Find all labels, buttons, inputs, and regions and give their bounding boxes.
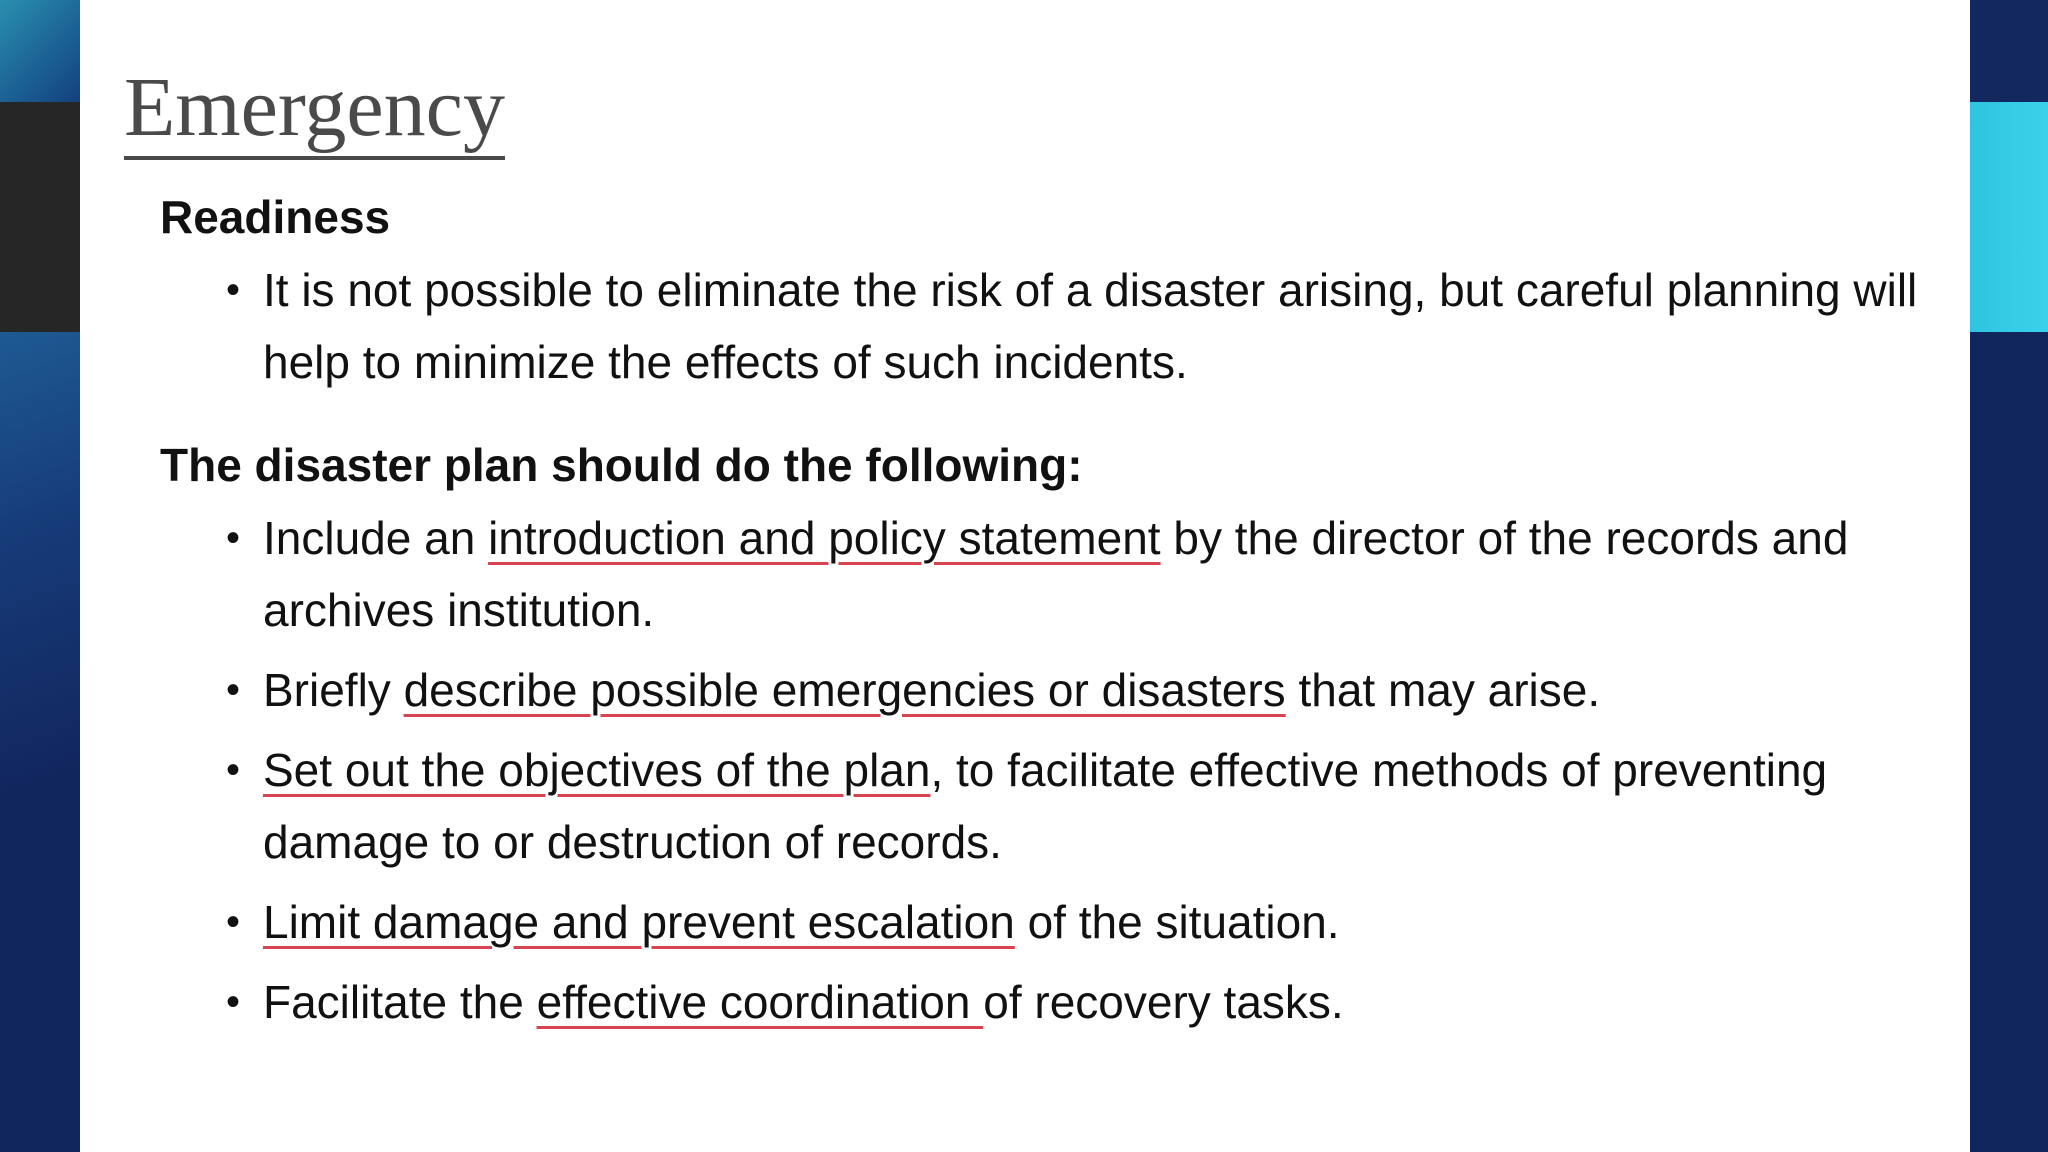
bullet-text-before: Include an — [263, 512, 489, 564]
bullet-icon: • — [226, 668, 241, 712]
bullet-icon: • — [226, 748, 241, 792]
slide-panel — [80, 0, 1970, 1152]
background-decoration-right-bottom — [1970, 332, 2048, 1152]
bullet-icon: • — [226, 516, 241, 560]
section-heading-disaster-plan: The disaster plan should do the following: — [160, 439, 1083, 491]
slide-title: Emergency — [124, 66, 505, 160]
underlined-phrase: introduction and policy statement — [488, 512, 1161, 564]
list-item — [160, 966, 1940, 1038]
underlined-phrase: Set out the objectives of the plan — [263, 744, 931, 796]
bullet-icon: • — [226, 268, 241, 312]
background-decoration-left-bottom — [0, 332, 80, 1152]
background-decoration-right-top — [1970, 0, 2048, 102]
list-item — [160, 886, 1940, 958]
background-decoration-left-top — [0, 0, 80, 102]
bullet-text-before: Facilitate the — [263, 976, 537, 1028]
bullet-text-after: that may arise. — [1285, 664, 1601, 716]
list-item — [160, 654, 1940, 726]
section-heading-readiness: Readiness — [160, 191, 391, 243]
underlined-phrase: Limit damage and prevent escalation — [263, 896, 1015, 948]
bullet-icon: • — [226, 900, 241, 944]
background-decoration-left-band — [0, 102, 80, 332]
underlined-phrase: effective coordination — [536, 976, 984, 1028]
bullet-text-after: by the director of the records and archives institution. — [263, 512, 1849, 636]
list-item — [160, 734, 1940, 878]
bullet-icon: • — [226, 980, 241, 1024]
list-item — [160, 502, 1940, 646]
disaster-plan-bullet-list — [160, 502, 1940, 1038]
list-item — [160, 254, 1940, 398]
underlined-phrase: describe possible emergencies or disasters — [403, 664, 1286, 716]
bullet-text-after: of recovery tasks. — [983, 976, 1344, 1028]
bullet-text-after: of the situation. — [1014, 896, 1340, 948]
bullet-text-after: , to facilitate effective methods of preventing damage to or destruction of records. — [263, 744, 1828, 868]
bullet-text-before: Briefly — [263, 664, 404, 716]
bullet-text: It is not possible to eliminate the risk of a disaster arising, but careful planning will help to minimize the effects of such incidents. — [263, 264, 1918, 388]
background-decoration-right-accent — [1970, 102, 2048, 332]
readiness-bullet-list — [160, 254, 1940, 398]
slide-content — [160, 188, 1940, 1038]
